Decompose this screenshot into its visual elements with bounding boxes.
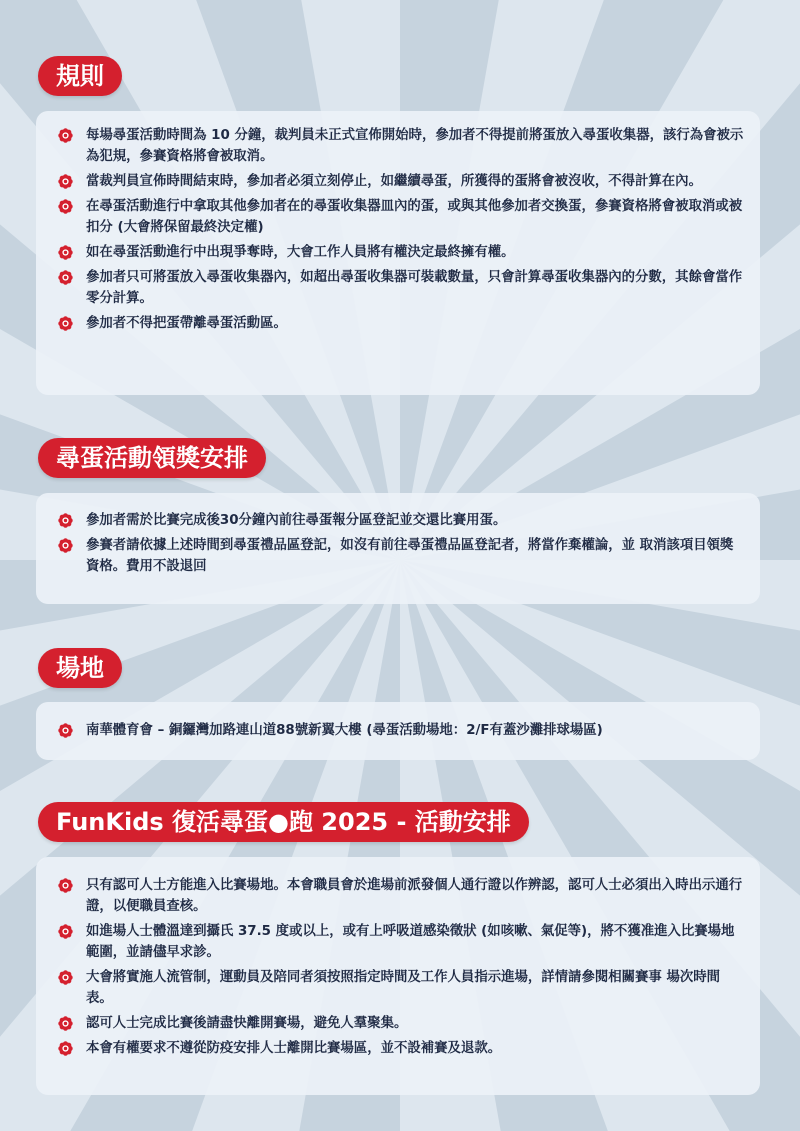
red-flower-icon [58,199,73,214]
list-item: 每場尋蛋活動時間為 10 分鐘，裁判員未正式宣佈開始時，參加者不得提前將蛋放入尋蛋收集器，該行為會被示為犯規，參賽資格將會被取消。 [58,125,746,167]
venue-card [36,702,760,760]
list-item: 只有認可人士方能進入比賽場地。本會職員會於進場前派發個人通行證以作辨認，認可人士必須出入時出示通行證，以便職員查核。 [58,875,746,917]
red-flower-icon [58,174,73,189]
red-flower-icon [58,878,73,893]
list-item: 認可人士完成比賽後請盡快離開賽場，避免人羣聚集。 [58,1013,746,1034]
list-item: 大會將實施人流管制，運動員及陪同者須按照指定時間及工作人員指示進場，詳情請參閱相關賽事 場次時間表。 [58,967,746,1009]
red-flower-icon [58,1016,73,1031]
red-flower-icon [58,970,73,985]
rules-card [36,111,760,395]
list-item: 南華體育會 – 銅鑼灣加路連山道88號新翼大樓 (尋蛋活動場地：2/F有蓋沙灘排球場區) [58,720,746,741]
section-title: FunKids 復活尋蛋●跑 2025 - 活動安排 [38,802,529,842]
list-item: 在尋蛋活動進行中拿取其他參加者在的尋蛋收集器皿內的蛋，或與其他參加者交換蛋，參賽資格將會被取消或被扣分 (大會將保留最終決定權) [58,196,746,238]
list-item: 本會有權要求不遵從防疫安排人士離開比賽場區，並不設補賽及退款。 [58,1038,746,1059]
red-flower-icon [58,128,73,143]
section-title: 規則 [38,56,122,96]
list-item: 參加者不得把蛋帶離尋蛋活動區。 [58,313,746,334]
red-flower-icon [58,245,73,260]
red-flower-icon [58,513,73,528]
red-flower-icon [58,316,73,331]
red-flower-icon [58,1041,73,1056]
list-item: 參加者只可將蛋放入尋蛋收集器內，如超出尋蛋收集器可裝載數量，只會計算尋蛋收集器內的分數，其餘會當作零分計算。 [58,267,746,309]
red-flower-icon [58,924,73,939]
list-item: 當裁判員宣佈時間結束時，參加者必須立刻停止，如繼續尋蛋，所獲得的蛋將會被沒收，不得計算在內。 [58,171,746,192]
section-title: 尋蛋活動領獎安排 [38,438,266,478]
prize-card [36,493,760,604]
list-item: 如進場人士體溫達到攝氏 37.5 度或以上，或有上呼吸道感染徵狀 (如咳嗽、氣促等)，將不獲准進入比賽場地範圍，並請儘早求診。 [58,921,746,963]
red-flower-icon [58,723,73,738]
red-flower-icon [58,538,73,553]
list-item: 參加者需於比賽完成後30分鐘內前往尋蛋報分區登記並交還比賽用蛋。 [58,510,746,531]
section-title: 場地 [38,648,122,688]
event-arrangement-card [36,857,760,1095]
red-flower-icon [58,270,73,285]
list-item: 參賽者請依據上述時間到尋蛋禮品區登記，如沒有前往尋蛋禮品區登記者，將當作棄權論，並 取消該項目領獎資格。費用不設退回 [58,535,746,577]
list-item: 如在尋蛋活動進行中出現爭奪時，大會工作人員將有權決定最終擁有權。 [58,242,746,263]
